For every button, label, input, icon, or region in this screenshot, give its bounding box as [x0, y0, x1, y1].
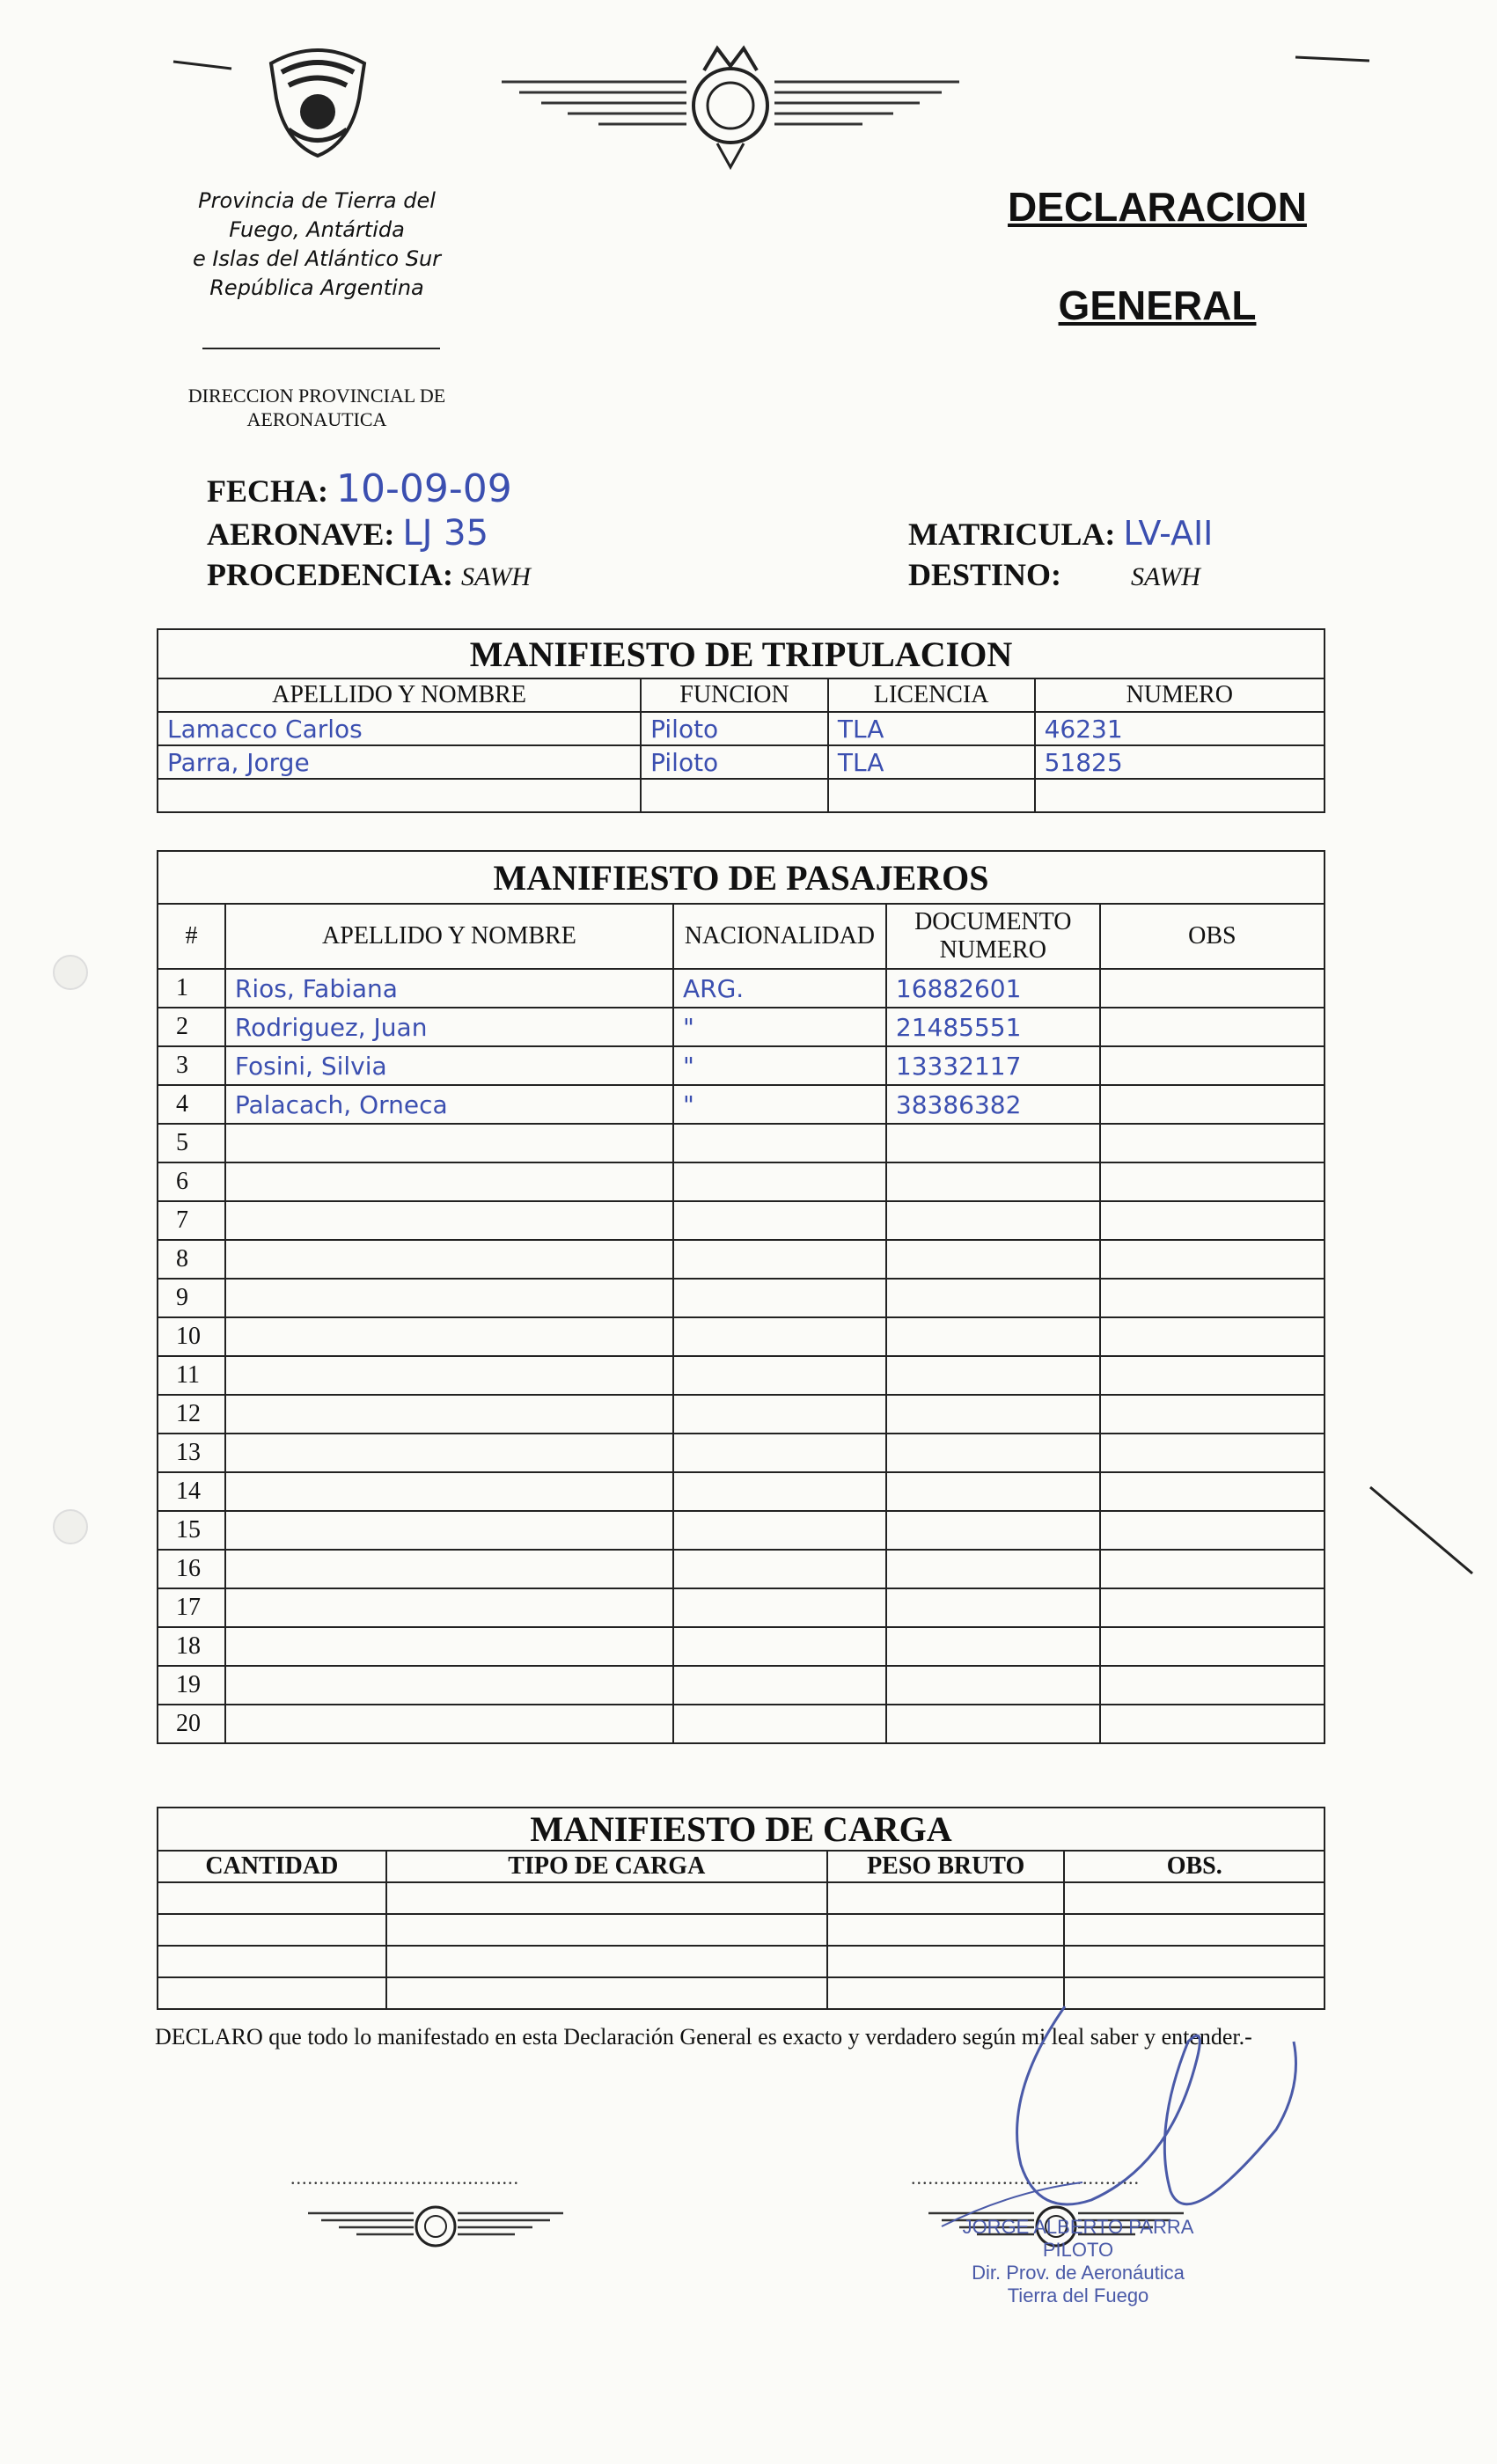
pax-document-cell[interactable]: [886, 1550, 1100, 1588]
pax-document-cell[interactable]: 16882601: [886, 969, 1100, 1008]
pax-nationality-cell[interactable]: [673, 1472, 886, 1511]
aeronautica-wings-emblem: [493, 40, 968, 172]
passenger-manifest-title: MANIFIESTO DE PASAJEROS: [158, 851, 1325, 904]
pax-num-cell: 1: [158, 969, 225, 1008]
pax-nationality-cell[interactable]: [673, 1201, 886, 1240]
crew-license-cell[interactable]: [828, 779, 1035, 812]
pax-name-cell[interactable]: Rodriguez, Juan: [225, 1008, 673, 1046]
crew-number-cell[interactable]: 51825: [1035, 745, 1325, 779]
procedencia-row: [207, 556, 531, 596]
pax-name-cell[interactable]: [225, 1511, 673, 1550]
pax-nationality-cell[interactable]: [673, 1240, 886, 1279]
table-row: [158, 1356, 1325, 1395]
pax-document-cell[interactable]: [886, 1201, 1100, 1240]
cargo-obs-cell[interactable]: [1064, 1946, 1325, 1977]
table-row: [158, 1240, 1325, 1279]
signature-line-left: ........................................: [290, 2167, 519, 2189]
cargo-type-cell[interactable]: [386, 1946, 827, 1977]
pax-obs-cell[interactable]: [1100, 1511, 1325, 1550]
table-row: [158, 1946, 1325, 1977]
pax-name-cell[interactable]: [225, 1317, 673, 1356]
pax-document-cell[interactable]: [886, 1124, 1100, 1162]
table-row: [158, 1550, 1325, 1588]
pax-obs-cell[interactable]: [1100, 969, 1325, 1008]
pax-name-cell[interactable]: [225, 1666, 673, 1705]
cargo-obs-cell[interactable]: [1064, 1914, 1325, 1946]
pax-document-cell[interactable]: [886, 1240, 1100, 1279]
pax-nationality-cell[interactable]: ": [673, 1008, 886, 1046]
crew-name-cell[interactable]: [158, 779, 641, 812]
cargo-manifest-title: MANIFIESTO DE CARGA: [158, 1808, 1325, 1851]
pax-name-cell[interactable]: [225, 1627, 673, 1666]
cargo-weight-cell[interactable]: [827, 1946, 1065, 1977]
pax-name-cell[interactable]: [225, 1279, 673, 1317]
pax-nationality-cell[interactable]: [673, 1124, 886, 1162]
table-row: [158, 1705, 1325, 1743]
table-row: [158, 1279, 1325, 1317]
pax-name-cell[interactable]: [225, 1124, 673, 1162]
pax-obs-cell[interactable]: [1100, 1201, 1325, 1240]
table-row: [158, 1511, 1325, 1550]
pax-obs-cell[interactable]: [1100, 1356, 1325, 1395]
cargo-col-quantity: CANTIDAD: [158, 1851, 386, 1882]
cargo-col-weight: PESO BRUTO: [827, 1851, 1065, 1882]
pax-num-cell: 10: [158, 1317, 225, 1356]
pax-name-cell[interactable]: [225, 1240, 673, 1279]
aeronave-row: [207, 515, 488, 553]
pax-document-cell[interactable]: [886, 1627, 1100, 1666]
pax-col-num: #: [158, 904, 225, 969]
pax-col-document: DOCUMENTO NUMERO: [886, 904, 1100, 969]
pax-nationality-cell[interactable]: [673, 1279, 886, 1317]
pax-obs-cell[interactable]: [1100, 1395, 1325, 1434]
scan-mark-top-right: [1294, 48, 1373, 66]
pax-document-cell[interactable]: [886, 1317, 1100, 1356]
pax-name-cell[interactable]: Palacach, Orneca: [225, 1085, 673, 1124]
pax-name-cell[interactable]: [225, 1162, 673, 1201]
pax-obs-cell[interactable]: [1100, 1317, 1325, 1356]
crew-number-cell[interactable]: [1035, 779, 1325, 812]
pax-obs-cell[interactable]: [1100, 1705, 1325, 1743]
table-row: [158, 1882, 1325, 1914]
pax-obs-cell[interactable]: [1100, 1588, 1325, 1627]
crew-manifest-table: [157, 628, 1325, 813]
pax-document-cell[interactable]: [886, 1356, 1100, 1395]
province-name: Provincia de Tierra del Fuego, Antártida e Islas del Atlántico Sur República Argentina: [192, 188, 442, 300]
table-row: [158, 1434, 1325, 1472]
pax-name-cell[interactable]: [225, 1201, 673, 1240]
wings-emblem-left: [304, 2191, 568, 2262]
cargo-quantity-cell[interactable]: [158, 1882, 386, 1914]
pax-num-cell: 19: [158, 1666, 225, 1705]
pax-col-name: APELLIDO Y NOMBRE: [225, 904, 673, 969]
crew-function-cell[interactable]: [641, 779, 828, 812]
pax-document-cell[interactable]: [886, 1666, 1100, 1705]
cargo-quantity-cell[interactable]: [158, 1914, 386, 1946]
cargo-col-type: TIPO DE CARGA: [386, 1851, 827, 1882]
title-line2: GENERAL: [1058, 282, 1257, 328]
pax-num-cell: 7: [158, 1201, 225, 1240]
pax-num-cell: 5: [158, 1124, 225, 1162]
table-row: [158, 1008, 1325, 1046]
pax-obs-cell[interactable]: [1100, 1434, 1325, 1472]
aeronave-label: AERONAVE:: [207, 517, 395, 552]
crew-license-cell[interactable]: TLA: [828, 745, 1035, 779]
pax-nationality-cell[interactable]: [673, 1588, 886, 1627]
pax-obs-cell[interactable]: [1100, 1279, 1325, 1317]
pax-document-cell[interactable]: [886, 1395, 1100, 1434]
pax-name-cell[interactable]: [225, 1705, 673, 1743]
fecha-row: [207, 466, 512, 511]
province-seal-logo: [262, 46, 373, 160]
pax-document-cell[interactable]: [886, 1279, 1100, 1317]
pax-nationality-cell[interactable]: [673, 1666, 886, 1705]
cargo-quantity-cell[interactable]: [158, 1946, 386, 1977]
pax-obs-cell[interactable]: [1100, 1627, 1325, 1666]
fecha-label: FECHA:: [207, 473, 328, 509]
table-row: [158, 1317, 1325, 1356]
cargo-type-cell[interactable]: [386, 1914, 827, 1946]
pax-document-cell[interactable]: [886, 1588, 1100, 1627]
procedencia-label: PROCEDENCIA:: [207, 557, 454, 592]
pax-obs-cell[interactable]: [1100, 1124, 1325, 1162]
destino-label: DESTINO:: [908, 557, 1062, 592]
cargo-manifest-table: [157, 1807, 1325, 2010]
table-row: [158, 1914, 1325, 1946]
declaration-text: DECLARO que todo lo manifestado en esta Declaración General es exacto y verdadero según mi leal saber y entender.-: [155, 2024, 1252, 2050]
pax-obs-cell[interactable]: [1100, 1240, 1325, 1279]
signature-scribble: [906, 1989, 1311, 2253]
pax-num-cell: 4: [158, 1085, 225, 1124]
pax-num-cell: 20: [158, 1705, 225, 1743]
pax-name-cell[interactable]: [225, 1550, 673, 1588]
passenger-manifest-table: [157, 850, 1325, 1744]
cargo-col-obs: OBS.: [1064, 1851, 1325, 1882]
crew-col-number: NUMERO: [1035, 678, 1325, 712]
table-row: [158, 1472, 1325, 1511]
pax-nationality-cell[interactable]: [673, 1511, 886, 1550]
table-row: [158, 1666, 1325, 1705]
scan-mark-right: [1369, 1470, 1474, 1575]
procedencia-value[interactable]: SAWH: [461, 562, 531, 591]
table-row: [158, 969, 1325, 1008]
fecha-value[interactable]: 10-09-09: [336, 466, 512, 511]
cargo-weight-cell[interactable]: [827, 1882, 1065, 1914]
table-row: [158, 1162, 1325, 1201]
table-row: [158, 1046, 1325, 1085]
crew-number-cell[interactable]: 46231: [1035, 712, 1325, 745]
pax-nationality-cell[interactable]: [673, 1395, 886, 1434]
pax-col-nationality: NACIONALIDAD: [673, 904, 886, 969]
cargo-quantity-cell[interactable]: [158, 1977, 386, 2009]
pax-name-cell[interactable]: Fosini, Silvia: [225, 1046, 673, 1085]
pax-num-cell: 13: [158, 1434, 225, 1472]
cargo-type-cell[interactable]: [386, 1977, 827, 2009]
cargo-type-cell[interactable]: [386, 1882, 827, 1914]
pax-obs-cell[interactable]: [1100, 1085, 1325, 1124]
crew-function-cell[interactable]: Piloto: [641, 712, 828, 745]
matricula-value[interactable]: LV-AII: [1123, 514, 1214, 553]
pax-obs-cell[interactable]: [1100, 1162, 1325, 1201]
table-row: [158, 779, 1325, 812]
pax-name-cell[interactable]: [225, 1434, 673, 1472]
cargo-weight-cell[interactable]: [827, 1914, 1065, 1946]
destino-value[interactable]: SAWH: [1131, 562, 1200, 591]
pax-nationality-cell[interactable]: [673, 1627, 886, 1666]
crew-license-cell[interactable]: TLA: [828, 712, 1035, 745]
pax-col-obs: OBS: [1100, 904, 1325, 969]
direction-name: DIRECCION PROVINCIAL DE AERONAUTICA: [187, 385, 446, 430]
pax-document-cell[interactable]: 21485551: [886, 1008, 1100, 1046]
crew-function-cell[interactable]: Piloto: [641, 745, 828, 779]
pax-num-cell: 14: [158, 1472, 225, 1511]
pax-num-cell: 9: [158, 1279, 225, 1317]
pax-document-cell[interactable]: [886, 1162, 1100, 1201]
table-row: [158, 1201, 1325, 1240]
signature-line-right: ........................................: [911, 2167, 1140, 2189]
pax-nationality-cell[interactable]: [673, 1317, 886, 1356]
aeronave-value[interactable]: LJ 35: [402, 513, 489, 554]
table-row: [158, 1588, 1325, 1627]
province-divider: [202, 348, 440, 349]
pax-nationality-cell[interactable]: [673, 1356, 886, 1395]
pax-document-cell[interactable]: 38386382: [886, 1085, 1100, 1124]
pax-obs-cell[interactable]: [1100, 1472, 1325, 1511]
pax-obs-cell[interactable]: [1100, 1046, 1325, 1085]
pax-num-cell: 6: [158, 1162, 225, 1201]
pax-name-cell[interactable]: [225, 1356, 673, 1395]
cargo-obs-cell[interactable]: [1064, 1882, 1325, 1914]
pax-obs-cell[interactable]: [1100, 1666, 1325, 1705]
pax-num-cell: 16: [158, 1550, 225, 1588]
pax-num-cell: 17: [158, 1588, 225, 1627]
pax-name-cell[interactable]: [225, 1588, 673, 1627]
table-row: [158, 1395, 1325, 1434]
title-line1: DECLARACION: [1008, 184, 1307, 230]
table-row: [158, 1627, 1325, 1666]
pax-nationality-cell[interactable]: ": [673, 1046, 886, 1085]
pax-nationality-cell[interactable]: [673, 1550, 886, 1588]
pax-num-cell: 11: [158, 1356, 225, 1395]
pax-document-cell[interactable]: [886, 1705, 1100, 1743]
pax-num-cell: 15: [158, 1511, 225, 1550]
pax-obs-cell[interactable]: [1100, 1008, 1325, 1046]
signature-stamp: JORGE ALBERTO PARRA PILOTO Dir. Prov. de Aeronáutica Tierra del Fuego: [962, 2216, 1194, 2306]
binder-hole-bottom: [53, 1509, 88, 1544]
pax-document-cell[interactable]: 13332117: [886, 1046, 1100, 1085]
pax-nationality-cell[interactable]: ": [673, 1085, 886, 1124]
pax-nationality-cell[interactable]: [673, 1434, 886, 1472]
pax-name-cell[interactable]: [225, 1472, 673, 1511]
matricula-row: [908, 515, 1213, 553]
crew-col-function: FUNCION: [641, 678, 828, 712]
pax-num-cell: 2: [158, 1008, 225, 1046]
matricula-label: MATRICULA:: [908, 517, 1116, 552]
table-row: [158, 712, 1325, 745]
table-row: [158, 745, 1325, 779]
crew-manifest-title: MANIFIESTO DE TRIPULACION: [158, 629, 1325, 678]
pax-document-cell[interactable]: [886, 1511, 1100, 1550]
binder-hole-top: [53, 955, 88, 990]
pax-num-cell: 8: [158, 1240, 225, 1279]
pax-obs-cell[interactable]: [1100, 1550, 1325, 1588]
table-row: [158, 1124, 1325, 1162]
crew-name-cell[interactable]: Parra, Jorge: [158, 745, 641, 779]
pax-name-cell[interactable]: [225, 1395, 673, 1434]
pax-nationality-cell[interactable]: [673, 1705, 886, 1743]
pax-num-cell: 12: [158, 1395, 225, 1434]
pax-num-cell: 18: [158, 1627, 225, 1666]
destino-row: [908, 556, 1200, 596]
pax-nationality-cell[interactable]: ARG.: [673, 969, 886, 1008]
scan-mark-top-left: [172, 55, 233, 72]
pax-name-cell[interactable]: Rios, Fabiana: [225, 969, 673, 1008]
crew-col-name: APELLIDO Y NOMBRE: [158, 678, 641, 712]
pax-num-cell: 3: [158, 1046, 225, 1085]
table-row: [158, 1085, 1325, 1124]
crew-name-cell[interactable]: Lamacco Carlos: [158, 712, 641, 745]
crew-col-license: LICENCIA: [828, 678, 1035, 712]
pax-nationality-cell[interactable]: [673, 1162, 886, 1201]
pax-document-cell[interactable]: [886, 1472, 1100, 1511]
pax-document-cell[interactable]: [886, 1434, 1100, 1472]
